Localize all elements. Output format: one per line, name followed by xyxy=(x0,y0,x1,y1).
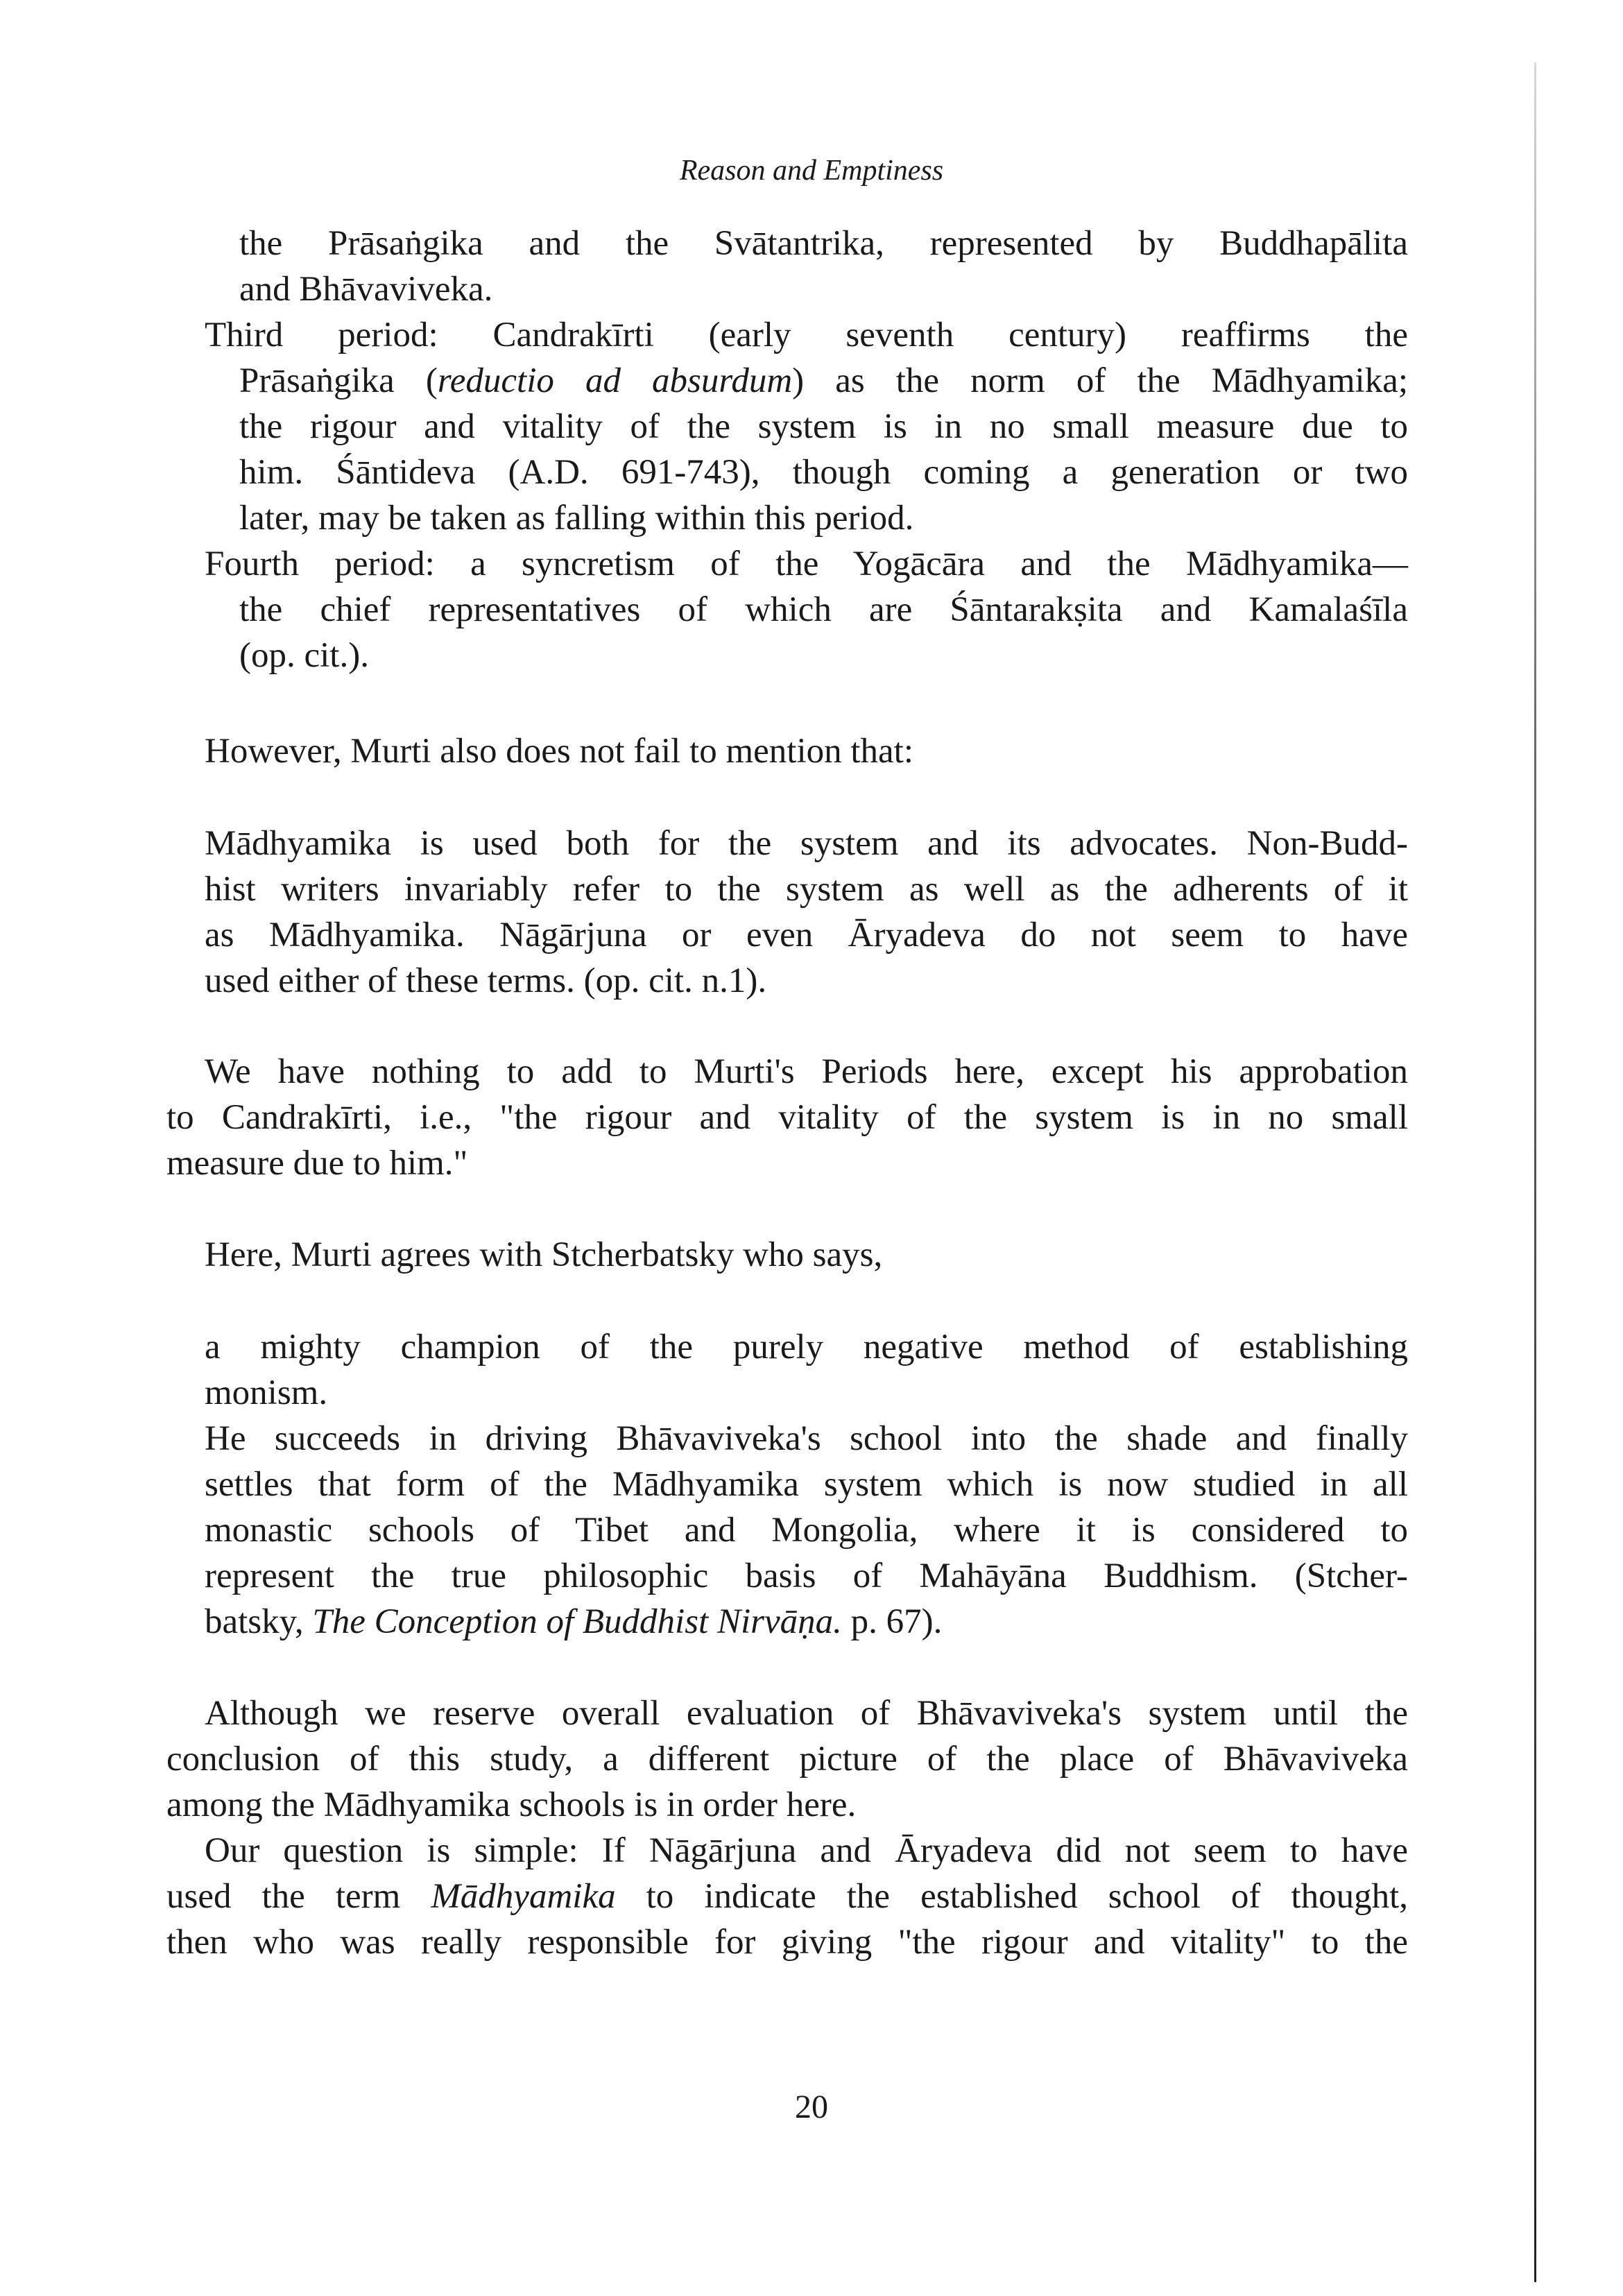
period-third-line-1: Third period: Candrakīrti (early seventh century) reaffirms the xyxy=(205,316,1408,354)
line-suffix: to indicate the established school of thought, xyxy=(615,1877,1408,1916)
paragraph-line: measure due to him." xyxy=(166,1144,468,1183)
paragraph-line: Our question is simple: If Nāgārjuna and Āryadeva did not seem to have xyxy=(205,1831,1408,1870)
period-fourth-line-1: Fourth period: a syncretism of the Yogācāra and the Mādhyamika— xyxy=(205,545,1408,583)
citation-suffix: p. 67). xyxy=(841,1602,943,1641)
paragraph-murti-mention xyxy=(166,728,1408,774)
quote-line: monism. xyxy=(205,1373,328,1412)
paragraph-line: then who was really responsible for giving "the rigour and vitality" to the xyxy=(166,1923,1408,1962)
period-list xyxy=(166,221,1408,678)
period-fourth-line-2: the chief representatives of which are Śāntarakṣita and Kamalaśīla xyxy=(239,590,1408,629)
paragraph-line: to Candrakīrti, i.e., "the rigour and vitality of the system is in no small xyxy=(166,1098,1408,1137)
italic-term: Mādhyamika xyxy=(431,1877,616,1916)
quote-citation-line xyxy=(166,1599,1408,1645)
paragraph-agrees xyxy=(166,1232,1408,1278)
block-quote-stcherbatsky xyxy=(166,1324,1408,1645)
period-fourth-line-3: (op. cit.). xyxy=(239,636,369,675)
paragraph-line: conclusion of this study, a different picture of the place of Bhāvaviveka xyxy=(166,1740,1408,1779)
italic-phrase: reductio ad absurdum xyxy=(437,361,793,400)
paragraph-although xyxy=(166,1690,1408,1965)
book-title: The Conception of Buddhist Nirvāṇa. xyxy=(312,1602,842,1641)
quote-line: settles that form of the Mādhyamika system which is now studied in all xyxy=(205,1465,1408,1504)
period-third-line-5: later, may be taken as falling within this period. xyxy=(239,499,914,538)
period-third-line-2: Prāsaṅgika (reductio ad absurdum) as the norm of the Mādhyamika; xyxy=(239,361,1408,400)
running-head: Reason and Emptiness xyxy=(679,155,944,187)
paragraph-line: We have nothing to add to Murti's Periods here, except his approbation xyxy=(205,1052,1408,1091)
paragraph-line xyxy=(166,1874,1408,1919)
page-number: 20 xyxy=(795,2089,828,2125)
paragraph-nothing-to-add xyxy=(166,1049,1408,1186)
line-prefix: used the term xyxy=(166,1877,431,1916)
period-third-line-3: the rigour and vitality of the system is in no small measure due to xyxy=(239,407,1408,446)
quote-line: as Mādhyamika. Nāgārjuna or even Āryadeva do not seem to have xyxy=(205,916,1408,954)
block-quote-murti xyxy=(166,821,1408,1004)
quote-line: a mighty champion of the purely negative method of establishing xyxy=(205,1328,1408,1367)
paragraph-line: among the Mādhyamika schools is in order here. xyxy=(166,1785,857,1824)
quote-line: monastic schools of Tibet and Mongolia, where it is considered to xyxy=(205,1511,1408,1550)
quote-line: hist writers invariably refer to the system as well as the adherents of it xyxy=(205,870,1408,909)
period-third-line-4: him. Śāntideva (A.D. 691-743), though coming a generation or two xyxy=(239,453,1408,492)
paragraph-line: However, Murti also does not fail to mention that: xyxy=(205,732,914,771)
period-second-line-1: the Prāsaṅgika and the Svātantrika, represented by Buddhapālita xyxy=(239,224,1408,263)
page-edge-shadow xyxy=(1534,62,1536,2282)
paragraph-line: Although we reserve overall evaluation of Bhāvaviveka's system until the xyxy=(205,1694,1408,1733)
citation-prefix: batsky, xyxy=(205,1602,313,1641)
paragraph-line: Here, Murti agrees with Stcherbatsky who says, xyxy=(205,1235,883,1274)
quote-line: represent the true philosophic basis of Mahāyāna Buddhism. (Stcher- xyxy=(205,1557,1408,1595)
quote-line: used either of these terms. (op. cit. n.1). xyxy=(205,961,767,1000)
quote-line: He succeeds in driving Bhāvaviveka's school into the shade and finally xyxy=(205,1419,1408,1458)
quote-line: Mādhyamika is used both for the system and its advocates. Non-Budd- xyxy=(205,824,1408,863)
period-second-line-2: and Bhāvaviveka. xyxy=(239,270,493,309)
